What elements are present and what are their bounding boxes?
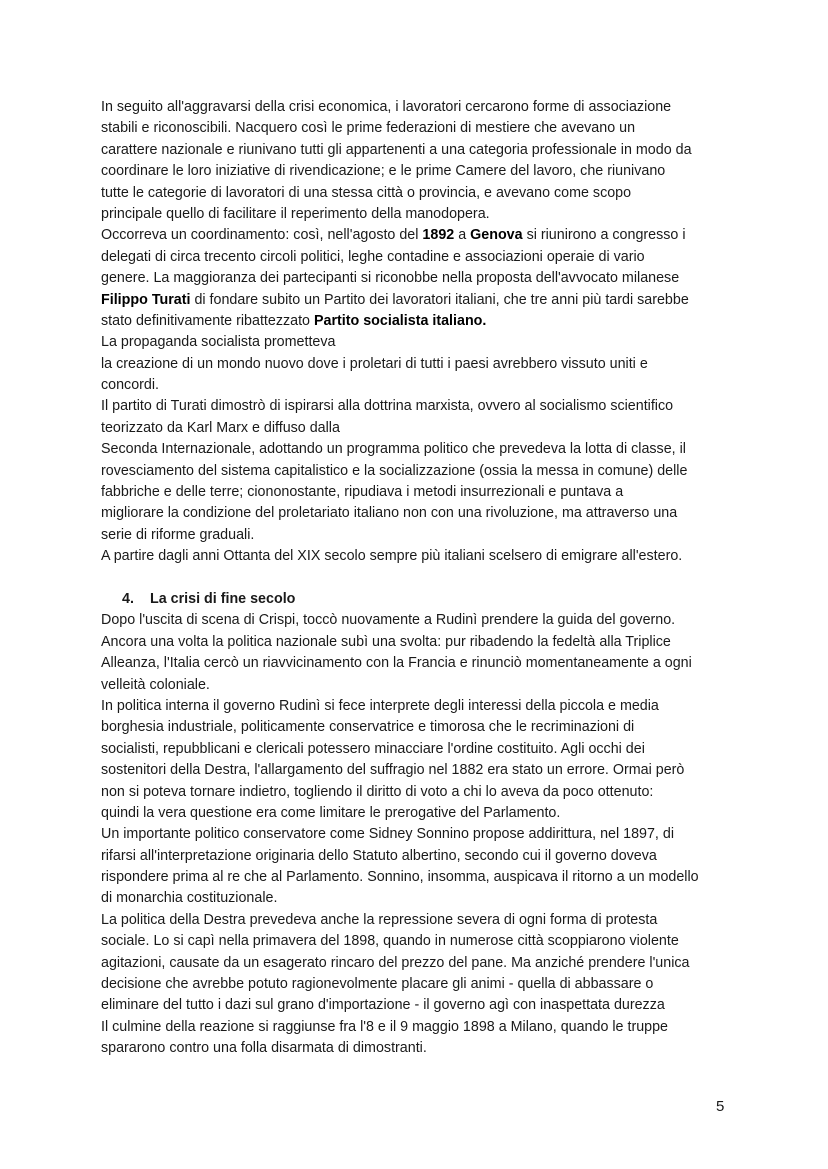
text-segment: tutte le categorie di lavoratori di una stessa città o provincia, e avevano come scopo	[101, 184, 632, 201]
text-line	[101, 118, 741, 139]
text-line	[101, 675, 741, 696]
text-line	[101, 311, 741, 332]
text-segment: di fondare subito un Partito dei lavoratori italiani, che tre anni più tardi sarebbe	[190, 291, 689, 308]
text-segment: Seconda Internazionale, adottando un programma politico che prevedeva la lotta di classe, il	[101, 441, 686, 458]
text-line	[101, 974, 741, 995]
text-segment: sostenitori della Destra, l'allargamento del suffragio nel 1882 era stato un errore. Ormai però	[101, 762, 685, 779]
text-segment: Il culmine della reazione si raggiunse fra l'8 e il 9 maggio 1898 a Milano, quando le truppe	[101, 1018, 669, 1035]
text-line	[101, 290, 741, 311]
text-segment: stato definitivamente ribattezzato	[101, 312, 314, 329]
text-segment: Ancora una volta la politica nazionale subì una svolta: pur ribadendo la fedeltà alla Triplice	[101, 633, 671, 650]
text-line	[101, 268, 741, 289]
text-segment: di monarchia costituzionale.	[101, 890, 278, 907]
text-segment: quindi la vera questione era come limitare le prerogative del Parlamento.	[101, 804, 561, 821]
text-segment: migliorare la condizione del proletariato italiano non con una rivoluzione, ma attraverso una	[101, 505, 678, 522]
document-body	[101, 97, 741, 1060]
bold-text: Partito socialista italiano.	[313, 312, 487, 329]
text-line	[101, 696, 741, 717]
text-line	[101, 461, 741, 482]
text-segment: rispondere prima al re che al Parlamento. Sonnino, insomma, auspicava il ritorno a un modello	[101, 869, 699, 886]
text-segment: la creazione di un mondo nuovo dove i proletari di tutti i paesi avrebbero vissuto uniti e	[101, 355, 648, 372]
page-number: 5	[716, 1098, 725, 1115]
text-line	[101, 332, 741, 353]
text-segment: si riunirono a congresso i	[522, 227, 686, 244]
text-line	[101, 396, 741, 417]
text-segment: genere. La maggioranza dei partecipanti si riconobbe nella proposta dell'avvocato milanese	[101, 270, 680, 287]
bold-text: Genova	[470, 227, 523, 244]
text-segment: teorizzato da Karl Marx e diffuso dalla	[101, 419, 340, 436]
text-line	[101, 525, 741, 546]
text-line	[101, 161, 741, 182]
text-line	[101, 503, 741, 524]
text-line	[101, 1017, 741, 1038]
bold-text: Filippo Turati	[101, 291, 191, 308]
text-line	[101, 888, 741, 909]
text-line	[101, 439, 741, 460]
text-line	[101, 717, 741, 738]
text-line	[101, 1038, 741, 1059]
text-segment: borghesia industriale, politicamente conservatrice e timorosa che le recriminazioni di	[101, 719, 635, 736]
text-line	[101, 247, 741, 268]
text-line	[101, 183, 741, 204]
text-line	[101, 867, 741, 888]
text-segment: sociale. Lo si capì nella primavera del 1898, quando in numerose città scoppiarono violente	[101, 933, 679, 950]
text-line	[101, 632, 741, 653]
text-segment: Alleanza, l'Italia cercò un riavvicinamento con la Francia e rinunciò momentaneamente a ogni	[101, 655, 692, 672]
text-line	[101, 846, 741, 867]
text-line	[101, 375, 741, 396]
text-segment: a	[454, 227, 471, 244]
text-line	[101, 418, 741, 439]
section-heading	[101, 589, 741, 610]
text-segment: serie di riforme graduali.	[101, 526, 255, 543]
text-block-crisis	[101, 610, 741, 1059]
text-segment: Dopo l'uscita di scena di Crispi, toccò nuovamente a Rudinì prendere la guida del governo.	[101, 612, 676, 629]
text-segment: non si poteva tornare indietro, togliendo il diritto di voto a chi lo aveva da poco ottenuto:	[101, 783, 654, 800]
text-segment: fabbriche e delle terre; ciononostante, ripudiava i metodi insurrezionali e puntava a	[101, 484, 624, 501]
text-line	[101, 140, 741, 161]
text-line	[101, 482, 741, 503]
text-segment: La propaganda socialista prometteva	[101, 334, 336, 351]
heading-number: 4.	[122, 590, 134, 607]
text-segment: Occorreva un coordinamento: così, nell'agosto del	[101, 227, 423, 244]
text-line	[101, 97, 741, 118]
text-segment: rifarsi all'interpretazione originaria dello Statuto albertino, secondo cui il governo doveva	[101, 847, 657, 864]
text-segment: eliminare del tutto i dazi sul grano d'importazione - il governo agì con inaspettata durezza	[101, 997, 665, 1014]
text-segment: Un importante politico conservatore come Sidney Sonnino propose addirittura, nel 1897, di	[101, 826, 675, 843]
text-line	[101, 546, 741, 567]
text-line	[101, 910, 741, 931]
text-line	[101, 610, 741, 631]
text-segment: coordinare le loro iniziative di rivendicazione; e le prime Camere del lavoro, che riunivano	[101, 163, 666, 180]
heading-title: La crisi di fine secolo	[150, 590, 296, 607]
text-line	[101, 953, 741, 974]
text-segment: In politica interna il governo Rudinì si fece interprete degli interessi della piccola e media	[101, 697, 659, 714]
text-segment: In seguito all'aggravarsi della crisi economica, i lavoratori cercarono forme di associazione	[101, 99, 672, 115]
text-line	[101, 931, 741, 952]
text-line	[101, 204, 741, 225]
text-segment: concordi.	[101, 377, 160, 394]
text-line	[101, 225, 741, 246]
text-segment: principale quello di facilitare il reperimento della manodopera.	[101, 205, 490, 222]
text-line	[101, 803, 741, 824]
text-segment: decisione che avrebbe potuto ragionevolmente placare gli animi - quella di abbassare o	[101, 976, 654, 993]
text-line	[101, 354, 741, 375]
text-segment: socialisti, repubblicani e clericali potessero minacciare l'ordine costituito. Agli occhi dei	[101, 740, 645, 757]
text-line	[101, 760, 741, 781]
bold-text: 1892	[422, 227, 455, 244]
text-segment: agitazioni, causate da un esagerato rincaro del prezzo del pane. Ma anziché prendere l'unica	[101, 954, 690, 971]
text-line	[101, 782, 741, 803]
blank-line	[101, 568, 741, 589]
text-segment: La politica della Destra prevedeva anche la repressione severa di ogni forma di protesta	[101, 911, 658, 928]
text-line	[101, 824, 741, 845]
text-segment: Il partito di Turati dimostrò di ispirarsi alla dottrina marxista, ovvero al socialismo scientifico	[101, 398, 674, 415]
text-segment: velleità coloniale.	[101, 676, 210, 693]
text-segment: stabili e riconoscibili. Nacquero così le prime federazioni di mestiere che avevano un	[101, 120, 636, 137]
text-block-socialism	[101, 97, 741, 568]
text-segment: rovesciamento del sistema capitalistico e la socializzazione (ossia la messa in comune) delle	[101, 462, 688, 479]
text-line	[101, 653, 741, 674]
text-segment: A partire dagli anni Ottanta del XIX secolo sempre più italiani scelsero di emigrare all'estero.	[101, 548, 683, 565]
text-segment: spararono contro una folla disarmata di dimostranti.	[101, 1040, 427, 1057]
text-line	[101, 995, 741, 1016]
text-line	[101, 739, 741, 760]
text-segment: carattere nazionale e riunivano tutti gli appartenenti a una categoria professionale in modo da	[101, 141, 692, 158]
text-segment: delegati di circa trecento circoli politici, leghe contadine e associazioni operaie di vario	[101, 248, 645, 265]
